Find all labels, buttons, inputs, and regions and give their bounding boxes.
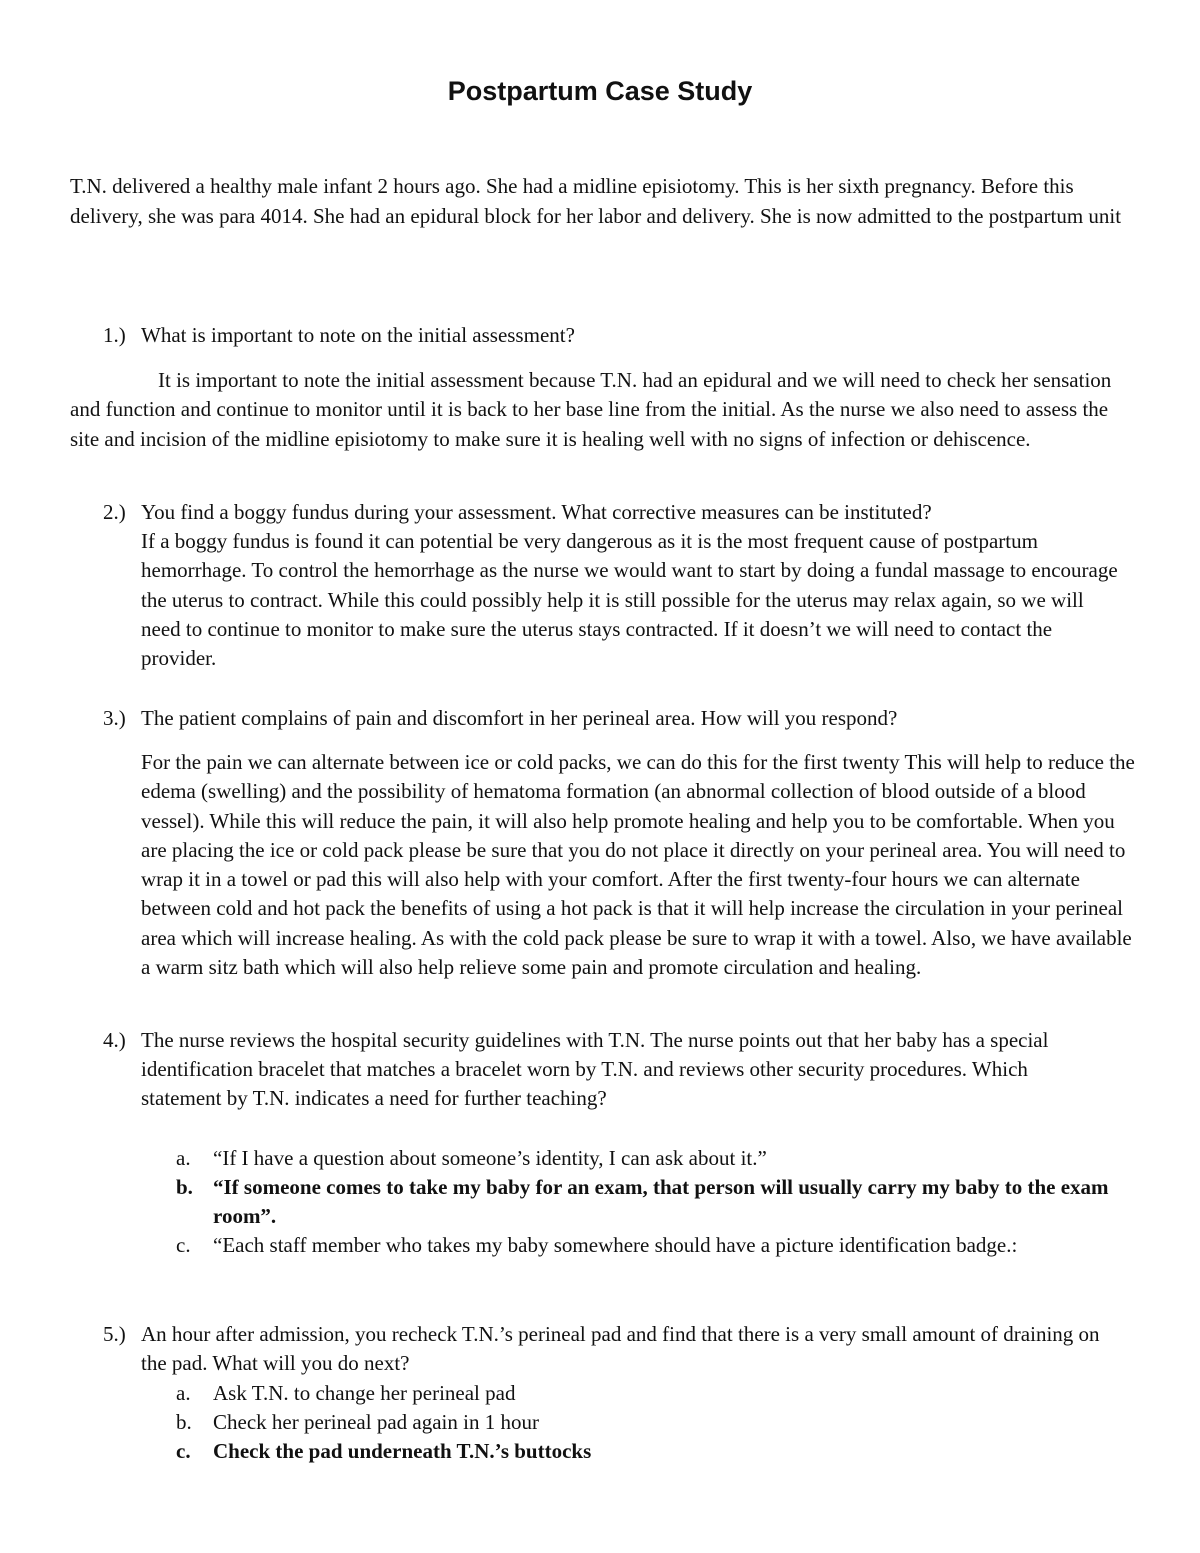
option-text: “If someone comes to take my baby for an exam, that person will usually carry my baby to the exam room”.: [213, 1175, 1109, 1228]
option-text: “Each staff member who takes my baby somewhere should have a picture identification badge.:: [213, 1233, 1018, 1257]
question-number: 1.): [103, 323, 126, 347]
option-text: Ask T.N. to change her perineal pad: [213, 1381, 516, 1405]
option-letter: a.: [176, 1381, 191, 1405]
question-text: What is important to note on the initial assessment?: [141, 323, 575, 347]
case-intro: T.N. delivered a healthy male infant 2 hours ago. She had a midline episiotomy. This is her sixth pregnancy. Before this delivery, she was para 4014. She had an epidural block for her labor and delivery. She is now admitted to the postpartum unit: [70, 174, 1122, 228]
option-letter: c.: [176, 1233, 191, 1257]
option-5b: [176, 1408, 1136, 1437]
question-text: You find a boggy fundus during your assessment. What corrective measures can be instituted?: [141, 500, 932, 524]
answer-3: For the pain we can alternate between ice or cold packs, we can do this for the first twenty This will help to reduce the edema (swelling) and the possibility of hematoma formation (an abnormal collection of blood outside of a blood vessel). While this will reduce the pain, it will also help promote healing and help you to be comfortable. When you are placing the ice or cold pack please be sure that you do not place it directly on your perineal area. You will need to wrap it in a towel or pad this will also help with your comfort. After the first twenty-four hours we can alternate between cold and hot pack the benefits of using a hot pack is that it will help increase the circulation in your perineal area which will increase healing. As with the cold pack please be sure to wrap it with a towel. Also, we have available a warm sitz bath which will also help relieve some pain and promote circulation and healing.: [141, 750, 1135, 980]
option-text: “If I have a question about someone’s identity, I can ask about it.”: [213, 1146, 767, 1170]
answer-2: If a boggy fundus is found it can potential be very dangerous as it is the most frequent cause of postpartum hemorrhage. To control the hemorrhage as the nurse we would want to start by doing a fundal massage to encourage the uterus to contract. While this could possibly help it is still possible for the uterus may relax again, so we will need to continue to monitor to make sure the uterus stays contracted. If it doesn’t we will need to contact the provider.: [141, 529, 1118, 671]
answer-1: It is important to note the initial assessment because T.N. had an epidural and we will need to check her sensation and function and continue to monitor until it is back to her base line from the initial. As the nurse we also need to assess the site and incision of the midline episiotomy to make sure it is healing well with no signs of infection or dehiscence.: [70, 368, 1112, 451]
question-text: An hour after admission, you recheck T.N.’s perineal pad and find that there is a very small amount of draining on the pad. What will you do next?: [141, 1322, 1100, 1375]
question-4: [103, 1026, 1103, 1113]
option-5a: [176, 1379, 1136, 1408]
option-letter: b.: [176, 1175, 193, 1199]
page-title: Postpartum Case Study: [447, 76, 753, 106]
question-1: [103, 321, 1133, 350]
option-text: Check the pad underneath T.N.’s buttocks: [213, 1439, 592, 1463]
option-text: Check her perineal pad again in 1 hour: [213, 1410, 539, 1434]
question-number: 3.): [103, 706, 126, 730]
question-text: The nurse reviews the hospital security guidelines with T.N. The nurse points out that her baby has a special identification bracelet that matches a bracelet worn by T.N. and reviews other security procedures. Which statement by T.N. indicates a need for further teaching?: [141, 1028, 1049, 1110]
question-3: [103, 704, 1133, 733]
option-4a: [176, 1144, 1136, 1173]
option-letter: c.: [176, 1439, 191, 1463]
question-number: 2.): [103, 500, 126, 524]
option-letter: b.: [176, 1410, 192, 1434]
question-2: [103, 498, 1133, 527]
question-number: 5.): [103, 1322, 126, 1346]
option-4b-selected: [176, 1173, 1136, 1231]
option-4c: [176, 1231, 1136, 1260]
option-5c-selected: [176, 1437, 1136, 1466]
question-number: 4.): [103, 1028, 126, 1052]
option-letter: a.: [176, 1146, 191, 1170]
question-5: [103, 1320, 1103, 1378]
question-text: The patient complains of pain and discomfort in her perineal area. How will you respond?: [141, 706, 898, 730]
